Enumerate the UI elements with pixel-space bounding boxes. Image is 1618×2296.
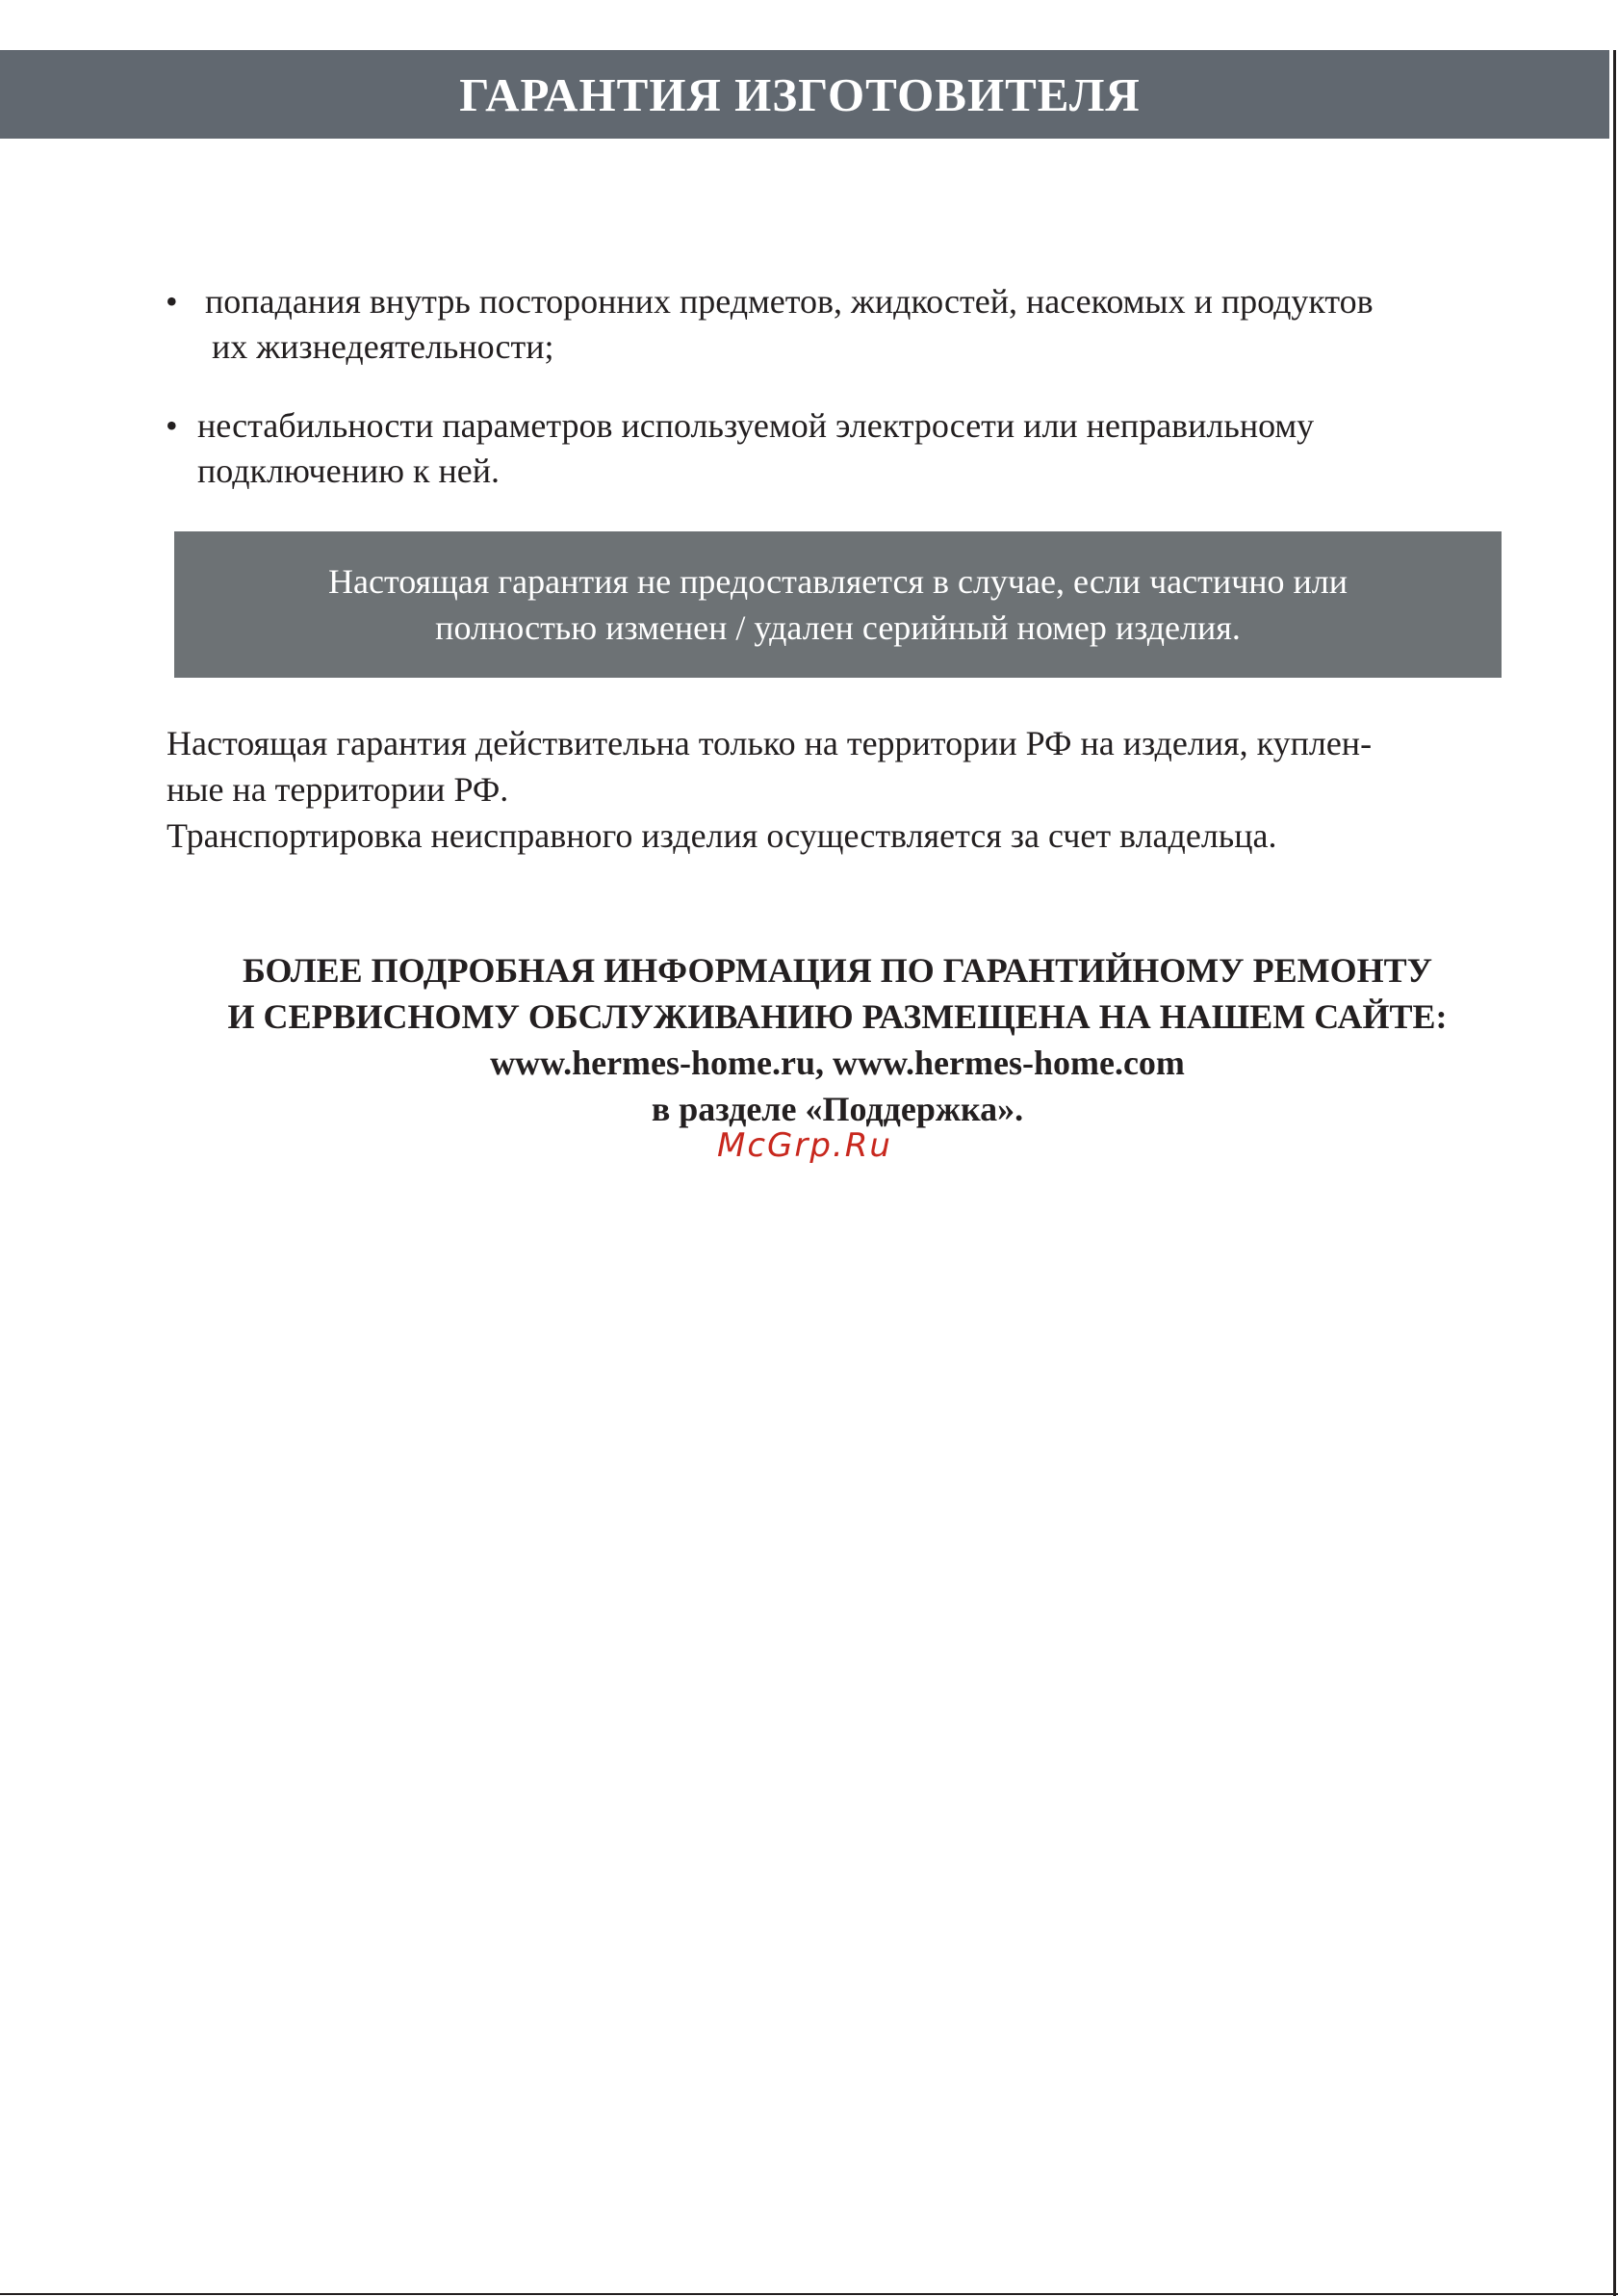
- bullet-item-text: попадания внутрь посторонних предметов, жидкостей, насекомых и продуктов: [205, 282, 1374, 321]
- bullet-item-text: их жизнедеятельности;: [212, 327, 554, 366]
- paragraph-line: ные на территории РФ.: [167, 770, 509, 809]
- bullet-item-text: подключению к ней.: [197, 451, 501, 490]
- notice-line: полностью изменен / удален серийный номер изделия.: [435, 608, 1241, 647]
- support-info-block: [164, 947, 1511, 1132]
- header-bar: [0, 50, 1609, 139]
- paragraph-line: Настоящая гарантия действительна только на территории РФ на изделия, куплен-: [167, 724, 1373, 762]
- notice-box: [174, 531, 1502, 678]
- notice-line: Настоящая гарантия не предоставляется в случае, если частично или: [328, 562, 1348, 601]
- page-title: ГАРАНТИЯ ИЗГОТОВИТЕЛЯ: [459, 67, 1141, 121]
- bullet-item-text: нестабильности параметров используемой электросети или неправильному: [197, 406, 1315, 445]
- bottom-border-rule: [0, 2293, 1618, 2295]
- bullet-marker: •: [166, 406, 178, 445]
- info-line: в разделе «Поддержка».: [651, 1090, 1024, 1128]
- bullet-marker: •: [166, 282, 178, 321]
- info-line: И СЕРВИСНОМУ ОБСЛУЖИВАНИЮ РАЗМЕЩЕНА НА НАШЕМ САЙТЕ:: [227, 997, 1448, 1036]
- website-links: www.hermes-home.ru, www.hermes-home.com: [490, 1044, 1185, 1082]
- right-border-rule: [1613, 50, 1616, 2296]
- watermark: McGrp.Ru: [717, 1126, 892, 1165]
- paragraph-line: Транспортировка неисправного изделия осуществляется за счет владельца.: [167, 816, 1277, 855]
- info-line: БОЛЕЕ ПОДРОБНАЯ ИНФОРМАЦИЯ ПО ГАРАНТИЙНОМУ РЕМОНТУ: [242, 951, 1433, 990]
